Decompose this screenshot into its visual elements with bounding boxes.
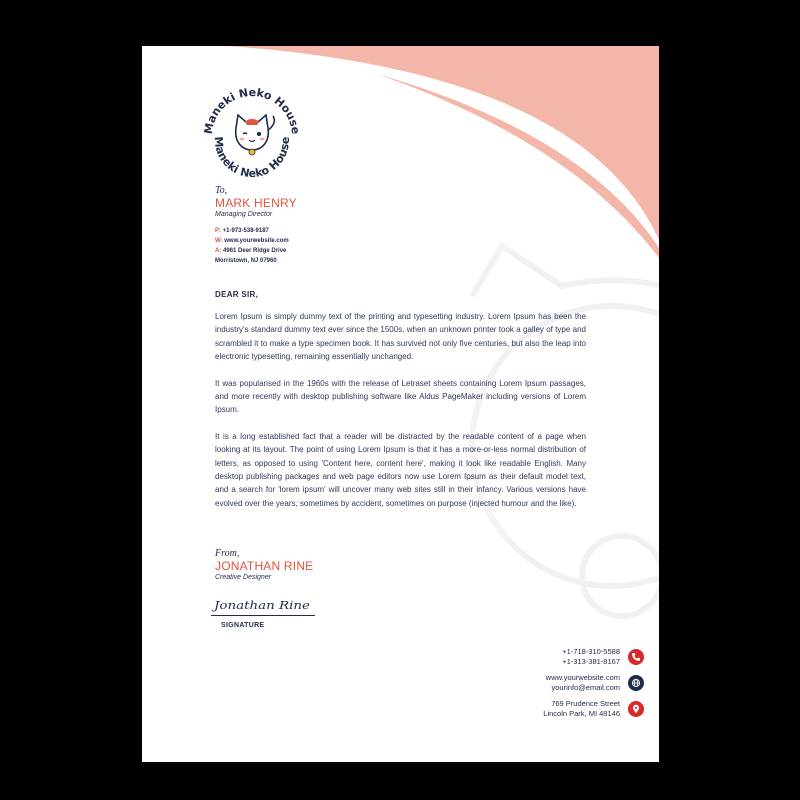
letter-body: [215, 310, 586, 523]
footer-address: [543, 699, 620, 719]
footer-web-row: [543, 673, 644, 693]
footer-phones: [562, 647, 620, 667]
footer-email: yourinfo@email.com: [551, 683, 620, 692]
location-pin-icon: [628, 701, 644, 717]
recipient-name: MARK HENRY: [215, 196, 297, 210]
footer-address-row: [543, 699, 644, 719]
to-label: To,: [215, 185, 228, 196]
recipient-phone: +1-973-538-9187: [222, 228, 269, 234]
footer-phone-row: [543, 647, 644, 667]
handwritten-signature: [208, 591, 318, 617]
body-paragraph-1: Lorem Ipsum is simply dummy text of the printing and typesetting industry. Lorem Ipsum has been the industry's standard dummy text ever since the 1500s, when an unknown printer took a galley of type and scrambled it to make a type specimen book. It has survived not only five centuries, but also the leap into electronic typesetting, remaining essentially unchanged.: [215, 312, 586, 362]
recipient-web-line: [215, 236, 297, 246]
salutation: DEAR SIR,: [215, 290, 259, 299]
letterhead-page: [142, 46, 659, 762]
body-paragraph-2: It was popularised in the 1960s with the release of Letraset sheets containing Lorem Ipsum passages, and more recently with desktop publishing software like Aldus PageMaker including versions of Lorem Ipsum.: [215, 378, 586, 415]
body-paragraph-3: It is a long established fact that a reader will be distracted by the readable content of a page when looking at its layout. The point of using Lorem Ipsum is that it has a more-or-less normal distribution of letters, as opposed to using 'Content here, content here', making it look like readable English. Many desktop publishing packages and web page editors now use Lorem Ipsum as their default model text, and a search for 'lorem ipsum' will uncover many web sites still in their infancy. Various versions have evolved over the years, sometimes by accident, sometimes on purpose (injected humour and the like).: [215, 431, 586, 508]
signature-line: [211, 615, 315, 616]
recipient-block: [215, 185, 297, 266]
recipient-phone-line: [215, 226, 297, 236]
maneki-neko-logo: [200, 82, 304, 186]
footer-website: www.yourwebsite.com: [545, 673, 620, 682]
cat-face-icon: [236, 115, 275, 155]
sender-title: Creative Designer: [215, 574, 272, 581]
from-label: From,: [215, 548, 240, 559]
recipient-address-1: 4961 Deer Ridge Drive: [223, 248, 287, 254]
phone-key: P:: [215, 228, 221, 234]
sender-name: JONATHAN RINE: [215, 559, 314, 573]
recipient-website: www.yourwebsite.com: [224, 238, 289, 244]
globe-icon: [628, 675, 644, 691]
address-key: A:: [215, 248, 222, 254]
phone-icon: [628, 649, 644, 665]
footer-address-2: Lincoln Park, MI 48146: [543, 709, 620, 718]
footer-address-1: 769 Prudence Street: [551, 699, 620, 708]
recipient-title: Managing Director: [215, 211, 273, 218]
signature-text: Jonathan Rine: [211, 599, 311, 612]
recipient-contact: [215, 226, 297, 266]
footer-web: [546, 673, 620, 693]
signature-label: SIGNATURE: [221, 622, 265, 629]
footer-contact: [543, 647, 644, 725]
recipient-address-line: [215, 246, 297, 256]
logo-text-top: Maneki Neko House: [201, 85, 303, 135]
recipient-address-line-2: Morristown, NJ 07960: [215, 258, 277, 264]
logo-text-bottom: Maneki Neko House: [211, 136, 293, 181]
sender-block: [215, 548, 313, 582]
footer-phone-1: +1-718-310-5588: [562, 647, 620, 656]
footer-phone-2: +1-313-381-8167: [562, 657, 620, 666]
web-key: W:: [215, 238, 223, 244]
